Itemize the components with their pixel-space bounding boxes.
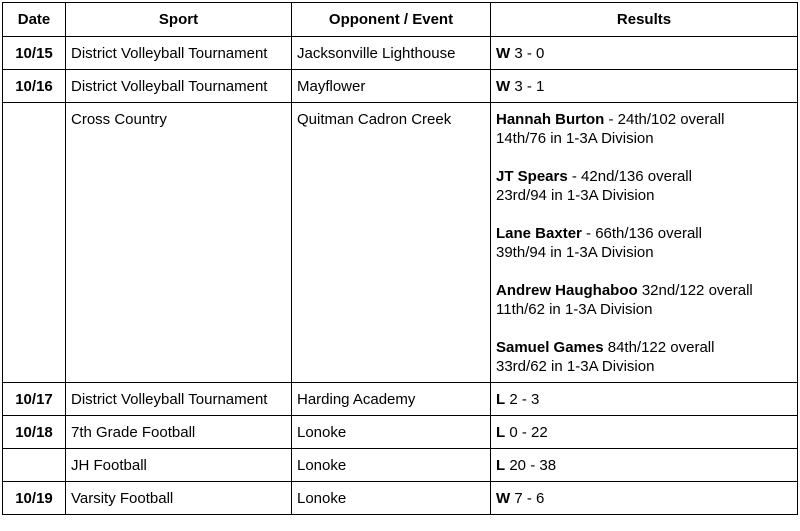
result-score: 3 - 0 <box>510 45 545 62</box>
opponent-cell: Lonoke <box>292 482 491 515</box>
result-cell <box>491 449 798 482</box>
runner-entry <box>496 338 792 376</box>
runner-overall: - 24th/102 overall <box>604 111 725 128</box>
result-outcome: L <box>496 457 506 474</box>
table-row <box>3 482 798 515</box>
runner-overall: 32nd/122 overall <box>637 282 753 299</box>
date-cell: 10/19 <box>3 482 66 515</box>
runner-name: JT Spears <box>496 168 568 185</box>
runner-name: Andrew Haughaboo <box>496 282 638 299</box>
table-row <box>3 70 798 103</box>
opponent-cell: Lonoke <box>292 416 491 449</box>
result-outcome: W <box>496 78 511 95</box>
sport-cell: District Volleyball Tournament <box>66 70 292 103</box>
header-sport: Sport <box>66 3 292 37</box>
result-cell <box>491 70 798 103</box>
result-score: 2 - 3 <box>505 391 540 408</box>
sport-cell: District Volleyball Tournament <box>66 37 292 70</box>
sport-cell: 7th Grade Football <box>66 416 292 449</box>
table-row <box>3 383 798 416</box>
runner-division: 11th/62 in 1-3A Division <box>496 301 653 318</box>
sport-cell: Cross Country <box>66 103 292 383</box>
result-score: 3 - 1 <box>510 78 545 95</box>
runner-name: Samuel Games <box>496 339 604 356</box>
header-date: Date <box>3 3 66 37</box>
opponent-cell: Mayflower <box>292 70 491 103</box>
result-cell <box>491 482 798 515</box>
date-cell: 10/18 <box>3 416 66 449</box>
sport-cell: District Volleyball Tournament <box>66 383 292 416</box>
table-row <box>3 37 798 70</box>
date-cell: 10/15 <box>3 37 66 70</box>
runner-entry <box>496 281 792 319</box>
result-cell <box>491 416 798 449</box>
runner-division: 23rd/94 in 1-3A Division <box>496 187 655 204</box>
result-cell <box>491 103 798 383</box>
runner-name: Hannah Burton <box>496 111 605 128</box>
result-cell <box>491 383 798 416</box>
sport-cell: Varsity Football <box>66 482 292 515</box>
opponent-cell: Quitman Cadron Creek <box>292 103 491 383</box>
sport-cell: JH Football <box>66 449 292 482</box>
runner-overall: - 66th/136 overall <box>581 225 702 242</box>
runner-name: Lane Baxter <box>496 225 582 242</box>
header-results: Results <box>491 3 798 37</box>
date-cell: 10/17 <box>3 383 66 416</box>
result-cell <box>491 37 798 70</box>
runner-division: 39th/94 in 1-3A Division <box>496 244 654 261</box>
runner-entry <box>496 224 792 262</box>
opponent-cell: Jacksonville Lighthouse <box>292 37 491 70</box>
result-score: 0 - 22 <box>505 424 548 441</box>
header-opponent: Opponent / Event <box>292 3 491 37</box>
result-score: 7 - 6 <box>510 490 545 507</box>
opponent-cell: Harding Academy <box>292 383 491 416</box>
result-score: 20 - 38 <box>505 457 557 474</box>
result-outcome: L <box>496 391 506 408</box>
results-table <box>2 2 798 515</box>
header-row <box>3 3 798 37</box>
runner-division: 33rd/62 in 1-3A Division <box>496 358 655 375</box>
result-outcome: L <box>496 424 506 441</box>
runner-entry <box>496 110 792 148</box>
date-cell <box>3 449 66 482</box>
table-row <box>3 449 798 482</box>
runner-overall: 84th/122 overall <box>603 339 715 356</box>
result-outcome: W <box>496 45 511 62</box>
date-cell <box>3 103 66 383</box>
runner-division: 14th/76 in 1-3A Division <box>496 130 654 147</box>
table-row <box>3 103 798 383</box>
result-outcome: W <box>496 490 511 507</box>
runner-entry <box>496 167 792 205</box>
runner-overall: - 42nd/136 overall <box>567 168 692 185</box>
table-row <box>3 416 798 449</box>
date-cell: 10/16 <box>3 70 66 103</box>
opponent-cell: Lonoke <box>292 449 491 482</box>
